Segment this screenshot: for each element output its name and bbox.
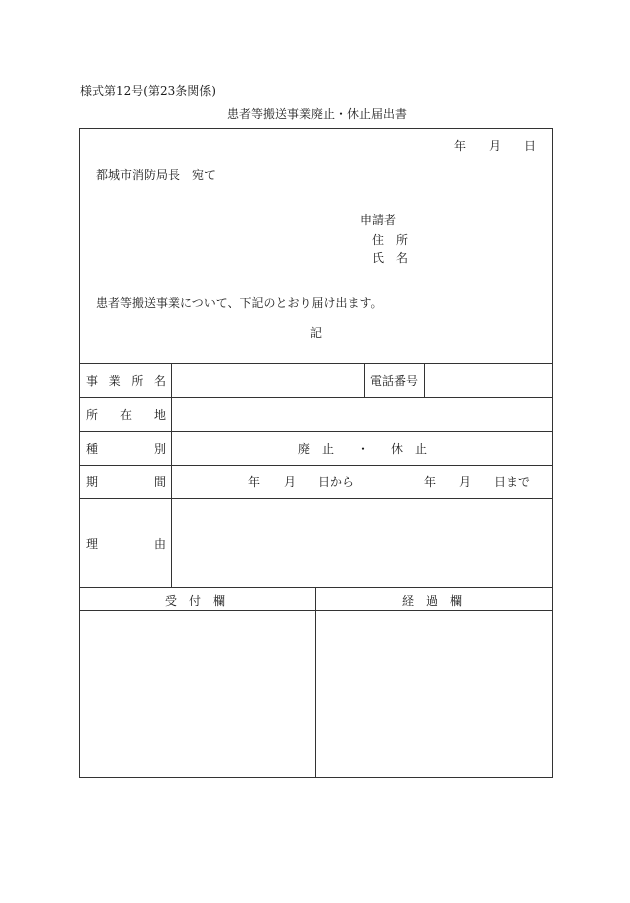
office-name-field[interactable] <box>172 364 363 397</box>
date-year-label: 年 <box>454 139 467 153</box>
period-end-month: 月 <box>459 475 472 489</box>
progress-header: 経 過 欄 <box>402 594 463 608</box>
form-title: 患者等搬送事業廃止・休止届出書 <box>227 107 408 121</box>
period-start-day: 日から <box>318 475 355 489</box>
applicant-name-label: 氏 名 <box>372 251 409 265</box>
type-label: 種 別 <box>86 442 166 456</box>
phone-column-divider <box>364 363 365 397</box>
phone-label: 電話番号 <box>370 374 419 388</box>
period-label: 期 間 <box>86 475 166 489</box>
office-name-label: 事 業 所 名 <box>86 374 166 388</box>
applicant-address-label: 住 所 <box>372 233 409 247</box>
period-end-day: 日まで <box>494 475 531 489</box>
row-divider <box>79 587 553 588</box>
location-field[interactable] <box>172 398 552 431</box>
date-day-label: 日 <box>524 139 537 153</box>
statement: 患者等搬送事業について、下記のとおり届け出ます。 <box>96 296 383 310</box>
location-label: 所 在 地 <box>86 408 166 422</box>
ki-label: 記 <box>310 326 323 340</box>
period-start-year: 年 <box>248 475 261 489</box>
date-month-label: 月 <box>489 139 502 153</box>
reason-label: 理 由 <box>86 537 166 551</box>
reason-field[interactable] <box>172 499 552 587</box>
type-suspend-option[interactable]: 休 止 <box>391 442 428 456</box>
reception-header: 受 付 欄 <box>165 594 226 608</box>
row-divider <box>79 610 553 611</box>
row-divider <box>79 431 553 432</box>
row-divider <box>79 465 553 466</box>
addressee: 都城市消防局長 宛て <box>96 168 217 182</box>
period-start-month: 月 <box>284 475 297 489</box>
form-number: 様式第12号(第23条関係) <box>80 84 216 98</box>
type-abolish-option[interactable]: 廃 止 <box>298 442 335 456</box>
applicant-label: 申請者 <box>360 213 397 227</box>
type-separator: ・ <box>357 442 370 456</box>
footer-divider <box>315 587 316 778</box>
phone-field[interactable] <box>425 364 552 397</box>
period-end-year: 年 <box>424 475 437 489</box>
